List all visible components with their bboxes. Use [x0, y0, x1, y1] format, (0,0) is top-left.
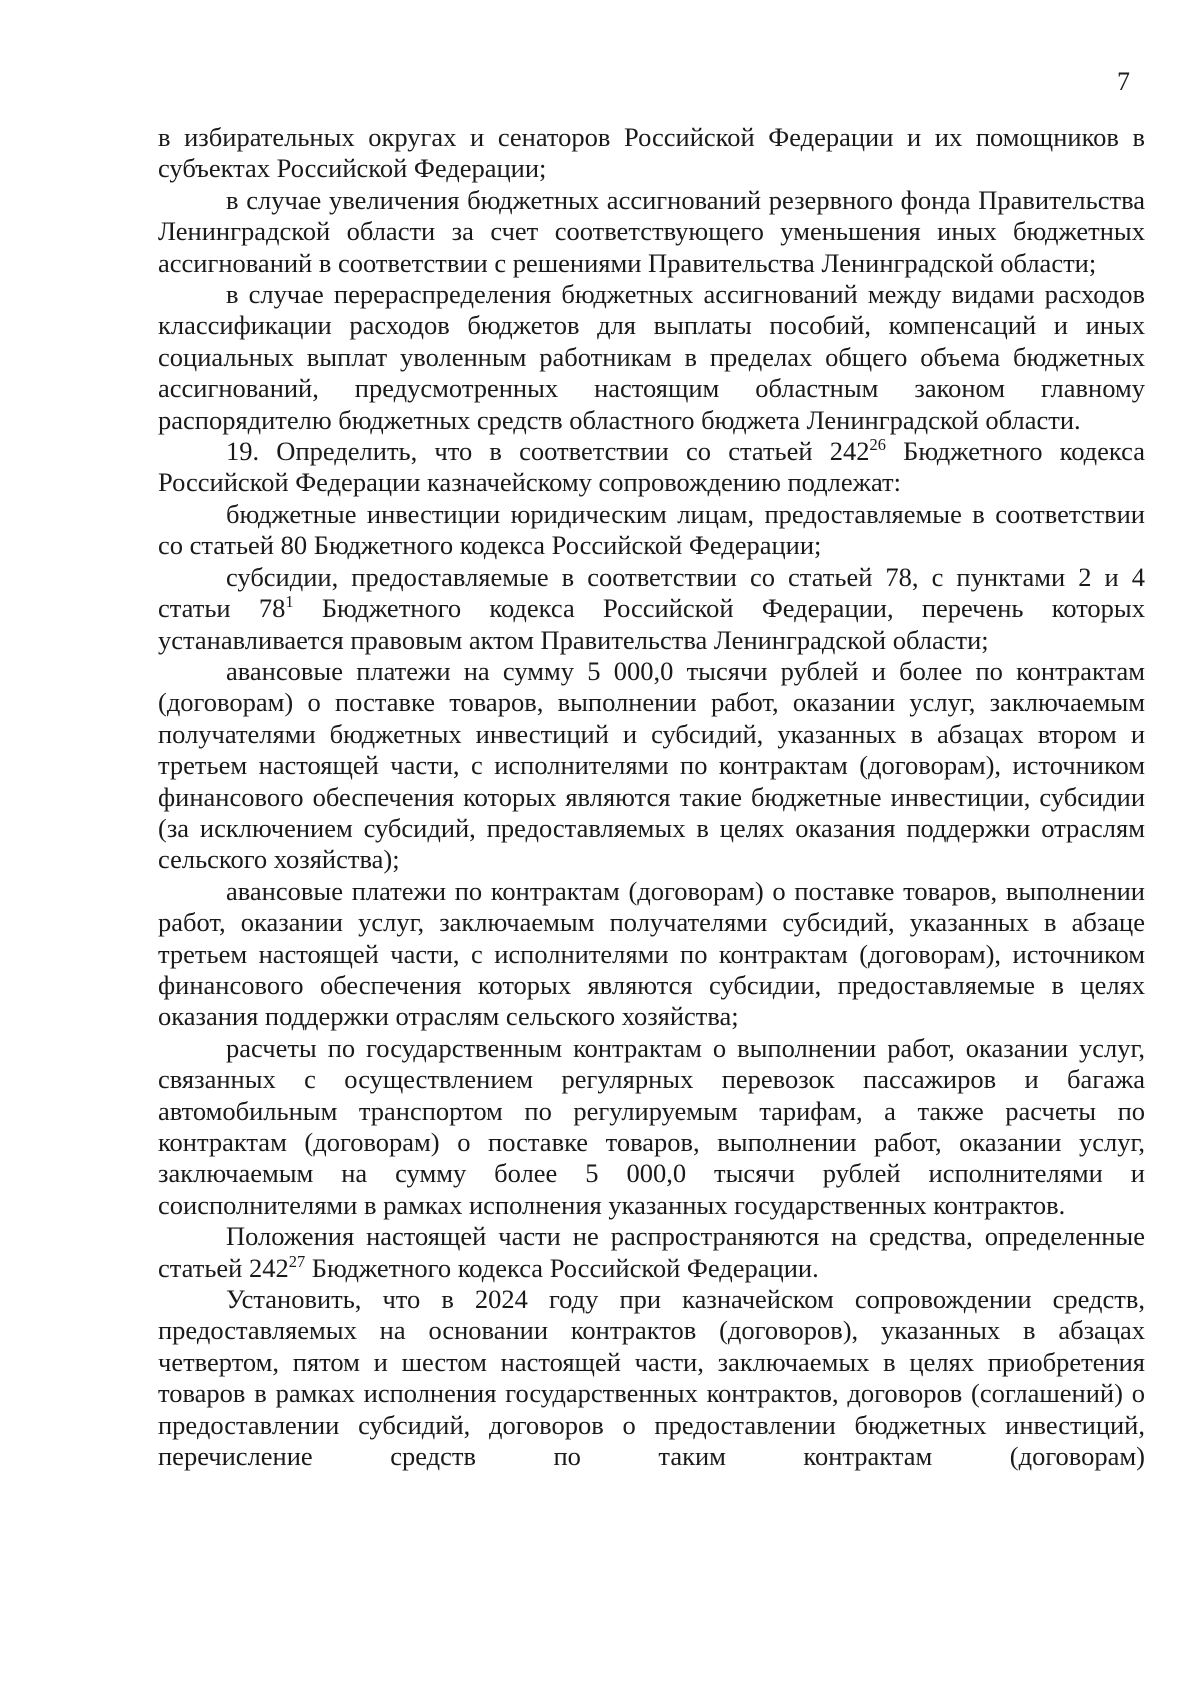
paragraph-treasury-2024: Установить, что в 2024 году при казначейском сопровождении средств, предоставляемых на основании контрактов (договоров), указанных в абзацах четвертом, пятом и шестом настоящей части, заключаемых в целях приобретения товаров в рамках исполнения государственных контрактов, договоров (соглашений) о предоставлении субсидий, договоров о предоставлении бюджетных инвестиций, перечисление средств по таким контрактам (договорам) [158, 1284, 1145, 1472]
paragraph-continuation: в избирательных округах и сенаторов Российской Федерации и их помощников в субъектах Российской Федерации; [158, 122, 1145, 184]
paragraph-subsidies-text-end: Бюджетного кодекса Российской Федерации, перечень которых устанавливается правовым актом Правительства Ленинградской области; [158, 593, 1145, 655]
paragraph-item-19-text: 19. Определить, что в соответствии со статьей 242 [226, 436, 870, 467]
page-number: 7 [1117, 67, 1130, 96]
paragraph-settlements: расчеты по государственным контрактам о выполнении работ, оказании услуг, связанных с осуществлением регулярных перевозок пассажиров и багажа автомобильным транспортом по регулируемым тарифам, а также расчеты по контрактам (договорам) о поставке товаров, выполнении работ, оказании услуг, заключаемым на сумму более 5 000,0 тысячи рублей исполнителями и соисполнителями в рамках исполнения указанных государственных контрактов. [158, 1032, 1145, 1220]
paragraph-exclusions-text: Положения настоящей части не распространяются на средства, определенные статьей 242 [158, 1221, 1145, 1283]
document-body [158, 122, 1145, 1472]
paragraph-budget-investments: бюджетные инвестиции юридическим лицам, предоставляемые в соответствии со статьей 80 Бюджетного кодекса Российской Федерации; [158, 498, 1145, 561]
paragraph-reserve-fund: в случае увеличения бюджетных ассигнований резервного фонда Правительства Ленинградской области за счет соответствующего уменьшения иных бюджетных ассигнований в соответствии с решениями Правительства Ленинградской области; [158, 184, 1145, 278]
superscript: 27 [288, 1251, 306, 1271]
paragraph-subsidies-text: субсидии, предоставляемые в соответствии со статьей 78, с пунктами 2 и 4 статьи 78 [158, 561, 1145, 624]
paragraph-item-19 [158, 436, 1145, 499]
paragraph-exclusions-text-end: Бюджетного кодекса Российской Федерации. [305, 1252, 819, 1283]
paragraph-advance-payments-agriculture: авансовые платежи по контрактам (договорам) о поставке товаров, выполнении работ, оказании услуг, заключаемым получателями субсидий, указанных в абзаце третьем настоящей части, с исполнителями по контрактам (договорам), источником финансового обеспечения которых являются субсидии, предоставляемые в целях оказания поддержки отраслям сельского хозяйства; [158, 875, 1145, 1032]
superscript: 26 [869, 435, 886, 455]
superscript: 1 [285, 592, 294, 612]
paragraph-redistribution: в случае перераспределения бюджетных ассигнований между видами расходов классификации расходов бюджетов для выплаты пособий, компенсаций и иных социальных выплат уволенным работникам в пределах общего объема бюджетных ассигнований, предусмотренных настоящим областным законом главному распорядителю бюджетных средств областного бюджета Ленинградской области. [158, 279, 1145, 435]
paragraph-subsidies [158, 562, 1145, 656]
paragraph-item-19-text-end: Бюджетного кодекса Российской Федерации казначейскому сопровождению подлежат: [158, 436, 1145, 498]
paragraph-advance-payments: авансовые платежи на сумму 5 000,0 тысячи рублей и более по контрактам (договорам) о поставке товаров, выполнении работ, оказании услуг, заключаемым получателями бюджетных инвестиций и субсидий, указанных в абзацах втором и третьем настоящей части, с исполнителями по контрактам (договорам), источником финансового обеспечения которых являются такие бюджетные инвестиции, субсидии (за исключением субсидий, предоставляемых в целях оказания поддержки отраслям сельского хозяйства); [158, 655, 1145, 875]
paragraph-exclusions [158, 1221, 1145, 1284]
